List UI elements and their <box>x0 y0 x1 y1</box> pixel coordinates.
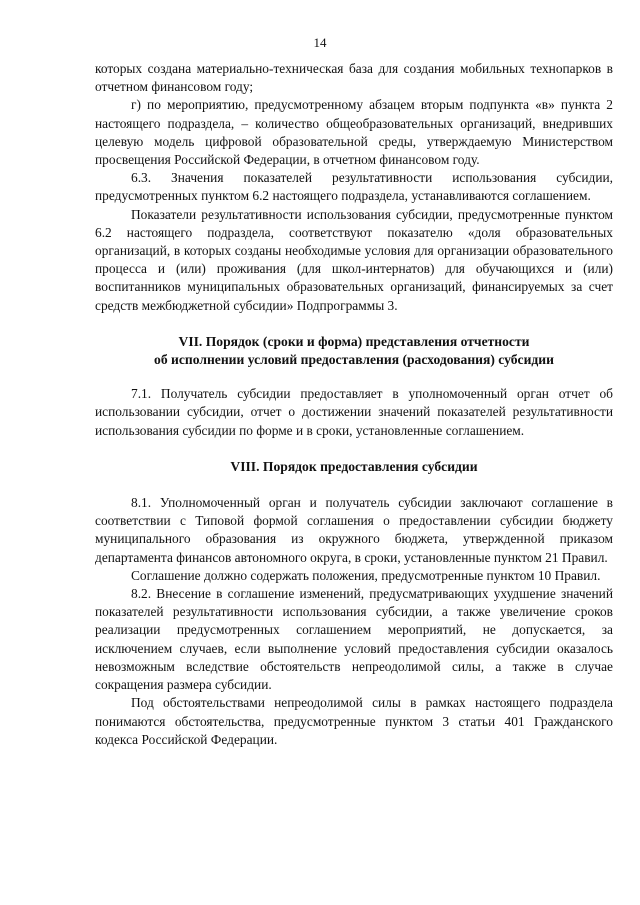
paragraph-8-1: 8.1. Уполномоченный орган и получатель субсидии заключают соглашение в соответствии с Типовой формой соглашения о предоставлении субсидии бюджету муниципального образования из окружного бюджета, утвержденной приказом департамента финансов автономного округа, в сроки, установленные пунктом 21 Правил. <box>95 495 613 565</box>
paragraph-7-1: 7.1. Получатель субсидии предоставляет в уполномоченный орган отчет об использовании субсидии, отчет о достижении значений показателей результативности использования субсидии по форме и в сроки, установленные соглашением. <box>95 386 613 438</box>
paragraph-item-g: г) по мероприятию, предусмотренному абзацем вторым подпункта «в» пункта 2 настоящего подраздела, – количество общеобразовательных организаций, внедривших целевую модель цифровой образовательной среды, утверждаемую Министерством просвещения Российской Федерации, в отчетном финансовом году. <box>95 97 613 168</box>
paragraph-6-3: 6.3. Значения показателей результативности использования субсидии, предусмотренных пунктом 6.2 настоящего подраздела, устанавливаются соглашением. <box>95 170 613 204</box>
page-number: 14 <box>313 35 327 50</box>
paragraph-continuation: которых создана материально-техническая база для создания мобильных технопарков в отчетном финансовом году; <box>95 61 613 95</box>
paragraph-indicators: Показатели результативности использования субсидии, предусмотренные пунктом 6.2 настоящего подраздела, соответствуют показателю «доля образовательных организаций, в которых созданы необходимые условия для организации образовательного процесса и (или) проживания (для школ-интернатов) для обучающихся и (или) воспитанников муниципальных образовательных организаций, финансируемых за счет средств межбюджетной субсидии» Подпрограммы 3. <box>95 206 613 313</box>
document-body <box>95 60 613 749</box>
paragraph-force-majeure: Под обстоятельствами непреодолимой силы в рамках настоящего подраздела понимаются обстоятельства, предусмотренные пунктом 3 статьи 401 Гражданского кодекса Российской Федерации. <box>95 695 613 747</box>
section-8-heading: VIII. Порядок предоставления субсидии <box>230 458 478 474</box>
paragraph-agreement: Соглашение должно содержать положения, предусмотренные пунктом 10 Правил. <box>131 567 601 583</box>
section-7-heading-line1: VII. Порядок (сроки и форма) представления отчетности <box>178 333 530 349</box>
paragraph-8-2: 8.2. Внесение в соглашение изменений, предусматривающих ухудшение значений показателей результативности использования субсидии, а также увеличение сроков реализации предусмотренных соглашением мероприятий, не допускается, за исключением случаев, если выполнение условий предоставления субсидии оказалось невозможным вследствие обстоятельств непреодолимой силы, а также в случае сокращения размера субсидии. <box>95 586 613 693</box>
section-7-heading <box>95 333 613 369</box>
section-7-heading-line2: об исполнении условий предоставления (расходования) субсидии <box>154 352 554 368</box>
